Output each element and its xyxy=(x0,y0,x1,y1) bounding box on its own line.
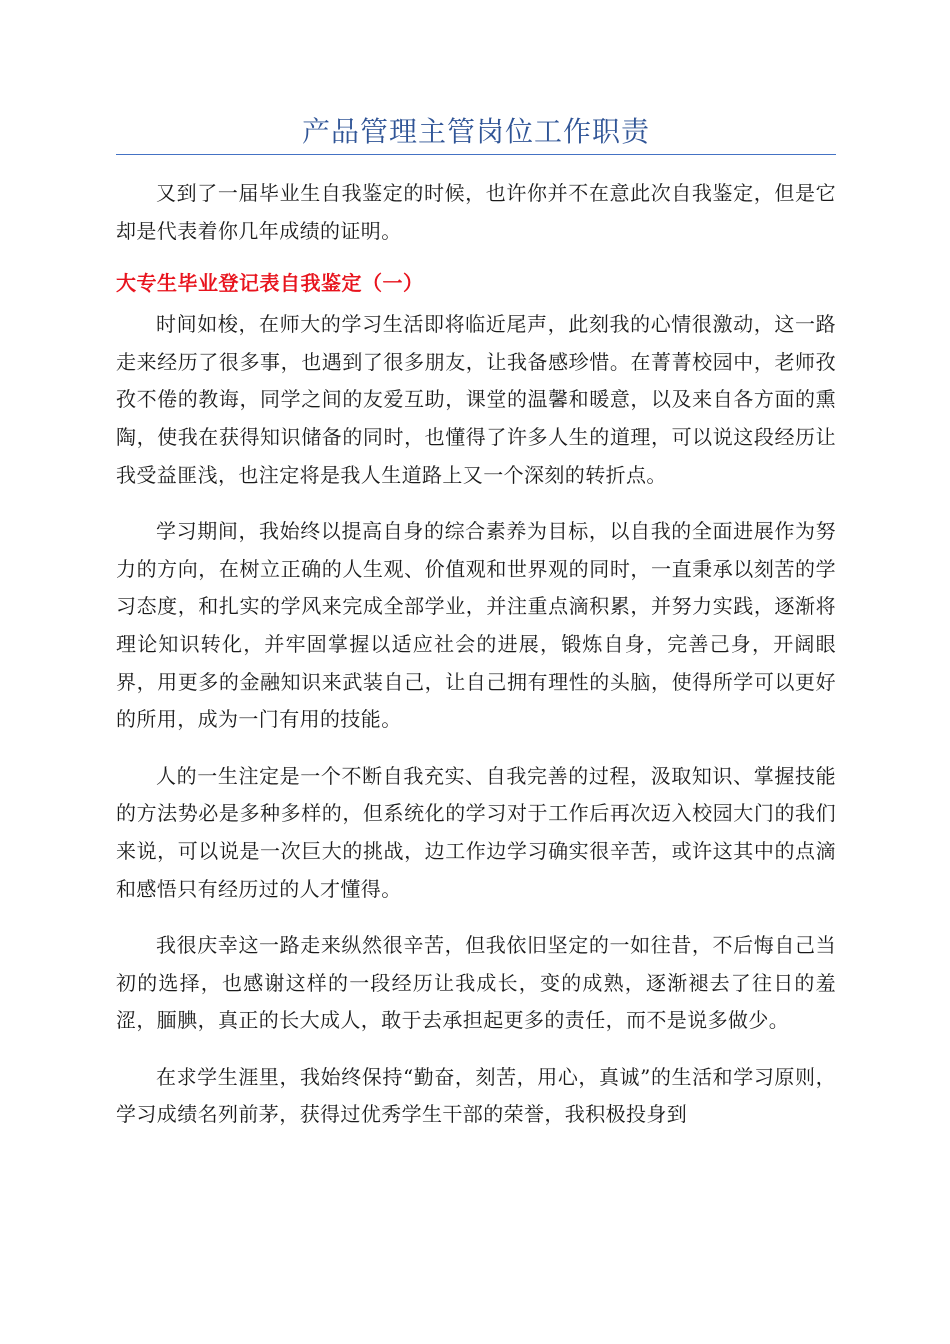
body-paragraph-4: 我很庆幸这一路走来纵然很辛苦，但我依旧坚定的一如往昔，不后悔自己当初的选择，也感谢这样的一段经历让我成长，变的成熟，逐渐褪去了往日的羞涩，腼腆，真正的长大成人，敢于去承担起更多的责任，而不是说多做少。 xyxy=(116,933,836,1033)
document-body xyxy=(116,175,836,1153)
section-heading: 大专生毕业登记表自我鉴定（一） xyxy=(116,271,424,296)
document-page xyxy=(116,0,836,1344)
intro-paragraph: 又到了一届毕业生自我鉴定的时候，也许你并不在意此次自我鉴定，但是它却是代表着你几年成绩的证明。 xyxy=(116,181,836,243)
title-underline-divider xyxy=(116,154,836,155)
body-paragraph-5: 在求学生涯里，我始终保持“勤奋，刻苦，用心，真诚”的生活和学习原则，学习成绩名列前茅，获得过优秀学生干部的荣誉，我积极投身到 xyxy=(116,1064,836,1127)
body-paragraph-3: 人的一生注定是一个不断自我充实、自我完善的过程，汲取知识、掌握技能的方法势必是多种多样的，但系统化的学习对于工作后再次迈入校园大门的我们来说，可以说是一次巨大的挑战，边工作边学习确实很辛苦，或许这其中的点滴和感悟只有经历过的人才懂得。 xyxy=(116,763,836,901)
body-paragraph-2: 学习期间，我始终以提高自身的综合素养为目标，以自我的全面进展作为努力的方向，在树立正确的人生观、价值观和世界观的同时，一直秉承以刻苦的学习态度，和扎实的学风来完成全部学业，并注重点滴积累，并努力实践，逐渐将理论知识转化，并牢固掌握以适应社会的进展，锻炼自身，完善己身，开阔眼界，用更多的金融知识来武装自己，让自己拥有理性的头脑，使得所学可以更好的所用，成为一门有用的技能。 xyxy=(116,519,836,732)
document-title: 产品管理主管岗位工作职责 xyxy=(301,115,650,148)
body-paragraph-1: 时间如梭，在师大的学习生活即将临近尾声，此刻我的心情很激动，这一路走来经历了很多事，也遇到了很多朋友，让我备感珍惜。在菁菁校园中，老师孜孜不倦的教诲，同学之间的友爱互助，课堂的温馨和暖意，以及来自各方面的熏陶，使我在获得知识储备的同时，也懂得了许多人生的道理，可以说这段经历让我受益匪浅，也注定将是我人生道路上又一个深刻的转折点。 xyxy=(116,312,836,487)
